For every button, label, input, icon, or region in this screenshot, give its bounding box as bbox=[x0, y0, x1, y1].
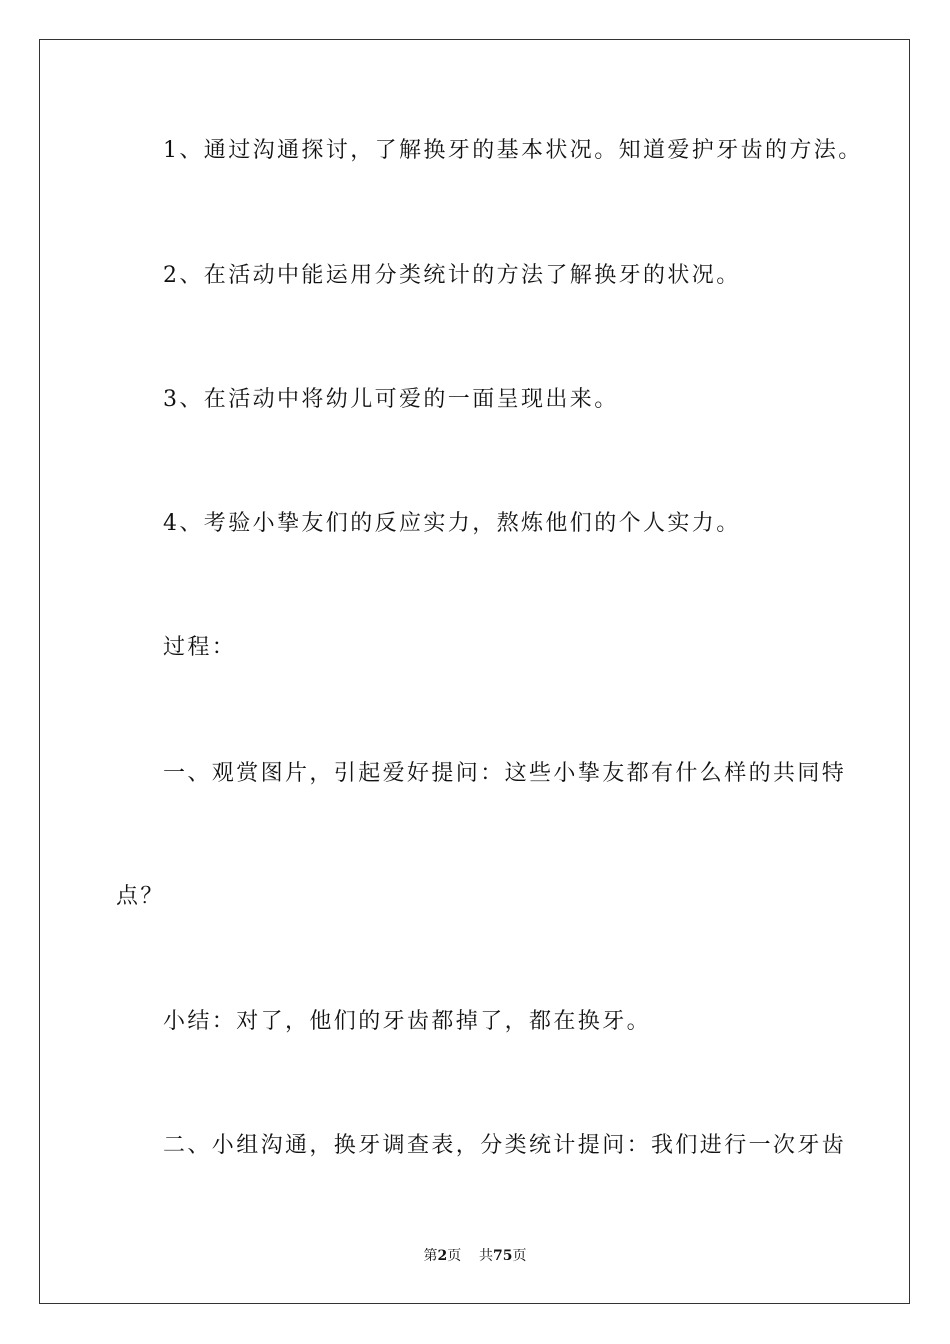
paragraph-step-1: 一、观赏图片，引起爱好提问：这些小挚友都有什么样的共同特 bbox=[163, 761, 847, 786]
footer-total-prefix: 共 bbox=[479, 1248, 494, 1264]
footer-page-number: 2 bbox=[437, 1248, 448, 1264]
paragraph-step-2: 二、小组沟通，换牙调查表，分类统计提问：我们进行一次牙齿 bbox=[163, 1133, 847, 1158]
footer-page-prefix: 第 bbox=[423, 1248, 438, 1264]
paragraph-goal-1: 1、通过沟通探讨，了解换牙的基本状况。知道爱护牙齿的方法。 bbox=[163, 138, 863, 163]
footer-page-suffix: 页 bbox=[447, 1248, 462, 1264]
footer-total-pages: 75 bbox=[493, 1248, 513, 1264]
page-border bbox=[39, 39, 910, 1304]
paragraph-goal-4: 4、考验小挚友们的反应实力，熬炼他们的个人实力。 bbox=[163, 511, 741, 536]
paragraph-goal-3: 3、在活动中将幼儿可爱的一面呈现出来。 bbox=[163, 387, 619, 412]
paragraph-goal-2: 2、在活动中能运用分类统计的方法了解换牙的状况。 bbox=[163, 263, 741, 288]
paragraph-step-1-continued: 点？ bbox=[116, 884, 165, 909]
section-heading-process: 过程： bbox=[163, 635, 237, 660]
page-footer bbox=[0, 1247, 950, 1265]
paragraph-summary: 小结：对了，他们的牙齿都掉了，都在换牙。 bbox=[163, 1009, 652, 1034]
footer-total-suffix: 页 bbox=[512, 1248, 527, 1264]
